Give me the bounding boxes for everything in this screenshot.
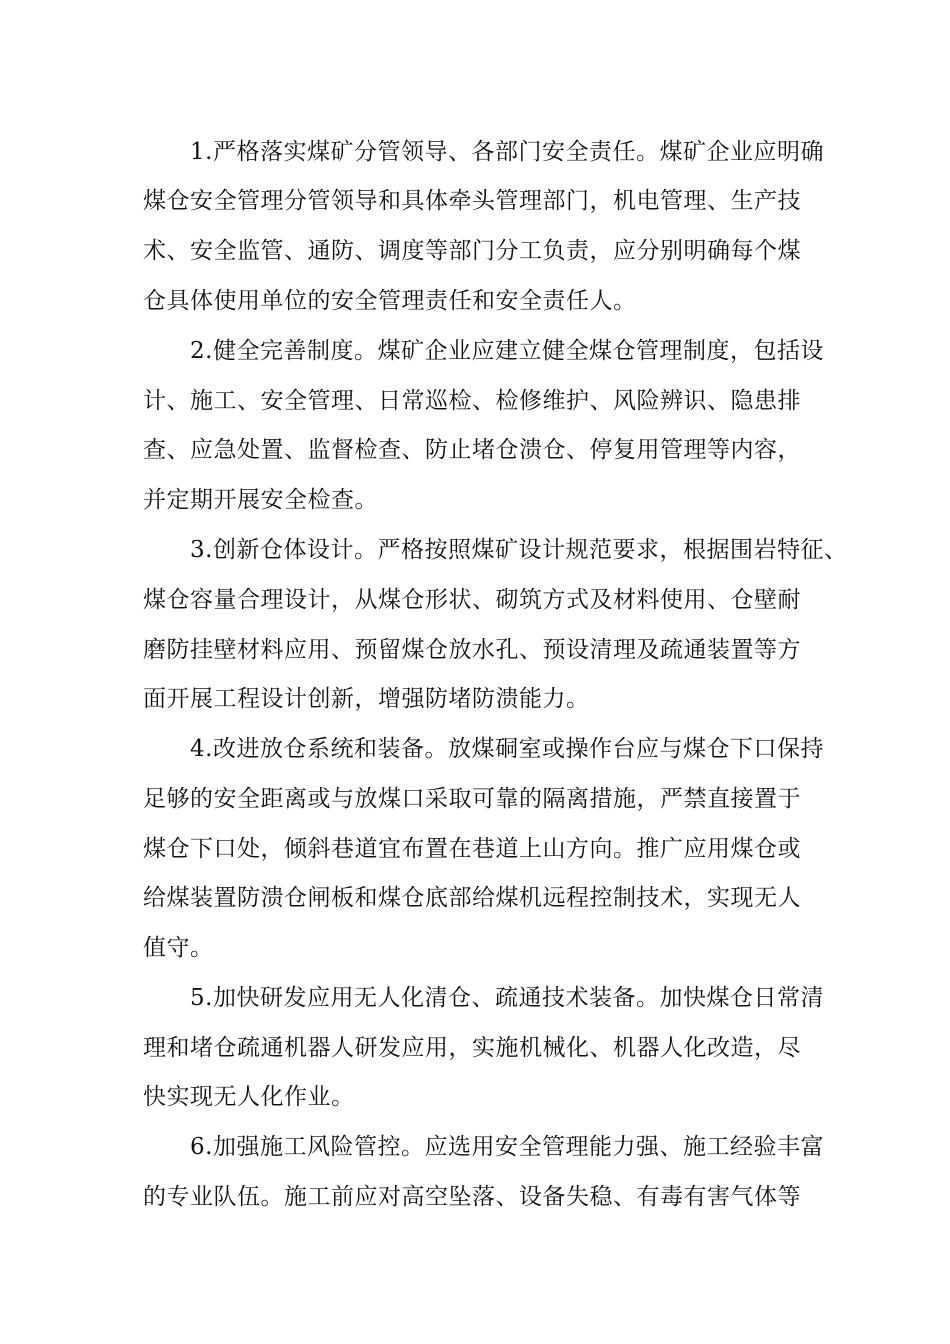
paragraph-line: 给煤装置防溃仓闸板和煤仓底部给煤机远程控制技术，实现无人: [143, 885, 801, 911]
paragraph-line: 煤仓安全管理分管领导和具体牵头管理部门，机电管理、生产技: [143, 188, 801, 214]
paragraph-line: 仓具体使用单位的安全管理责任和安全责任人。: [143, 288, 637, 314]
paragraph-line: 术、安全监管、通防、调度等部门分工负责，应分别明确每个煤: [143, 238, 801, 264]
paragraph-line: 值守。: [143, 935, 214, 961]
paragraph-line: 4.改进放仓系统和装备。放煤硐室或操作台应与煤仓下口保持: [190, 736, 824, 762]
paragraph-line: 煤仓下口处，倾斜巷道宜布置在巷道上山方向。推广应用煤仓或: [143, 836, 801, 862]
paragraph-line: 理和堵仓疏通机器人研发应用，实施机械化、机器人化改造，尽: [143, 1035, 801, 1061]
paragraph-line: 1.严格落实煤矿分管领导、各部门安全责任。煤矿企业应明确: [190, 139, 824, 165]
paragraph-line: 6.加强施工风险管控。应选用安全管理能力强、施工经验丰富: [190, 1134, 824, 1160]
paragraph-line: 查、应急处置、监督检查、防止堵仓溃仓、停复用管理等内容，: [143, 437, 801, 463]
paragraph-line: 的专业队伍。施工前应对高空坠落、设备失稳、有毒有害气体等: [143, 1184, 801, 1210]
paragraph-line: 并定期开展安全检查。: [143, 487, 378, 513]
paragraph-line: 2.健全完善制度。煤矿企业应建立健全煤仓管理制度，包括设: [190, 338, 824, 364]
paragraph-line: 磨防挂壁材料应用、预留煤仓放水孔、预设清理及疏通装置等方: [143, 637, 801, 663]
paragraph-line: 煤仓容量合理设计，从煤仓形状、砌筑方式及材料使用、仓壁耐: [143, 587, 801, 613]
paragraph-line: 5.加快研发应用无人化清仓、疏通技术装备。加快煤仓日常清: [190, 985, 824, 1011]
paragraph-line: 面开展工程设计创新，增强防堵防溃能力。: [143, 686, 590, 712]
paragraph-line: 足够的安全距离或与放煤口采取可靠的隔离措施，严禁直接置于: [143, 786, 801, 812]
paragraph-line: 计、施工、安全管理、日常巡检、检修维护、风险辨识、隐患排: [143, 388, 801, 414]
paragraph-line: 快实现无人化作业。: [143, 1084, 355, 1110]
paragraph-line: 3.创新仓体设计。严格按照煤矿设计规范要求，根据围岩特征、: [190, 537, 848, 563]
